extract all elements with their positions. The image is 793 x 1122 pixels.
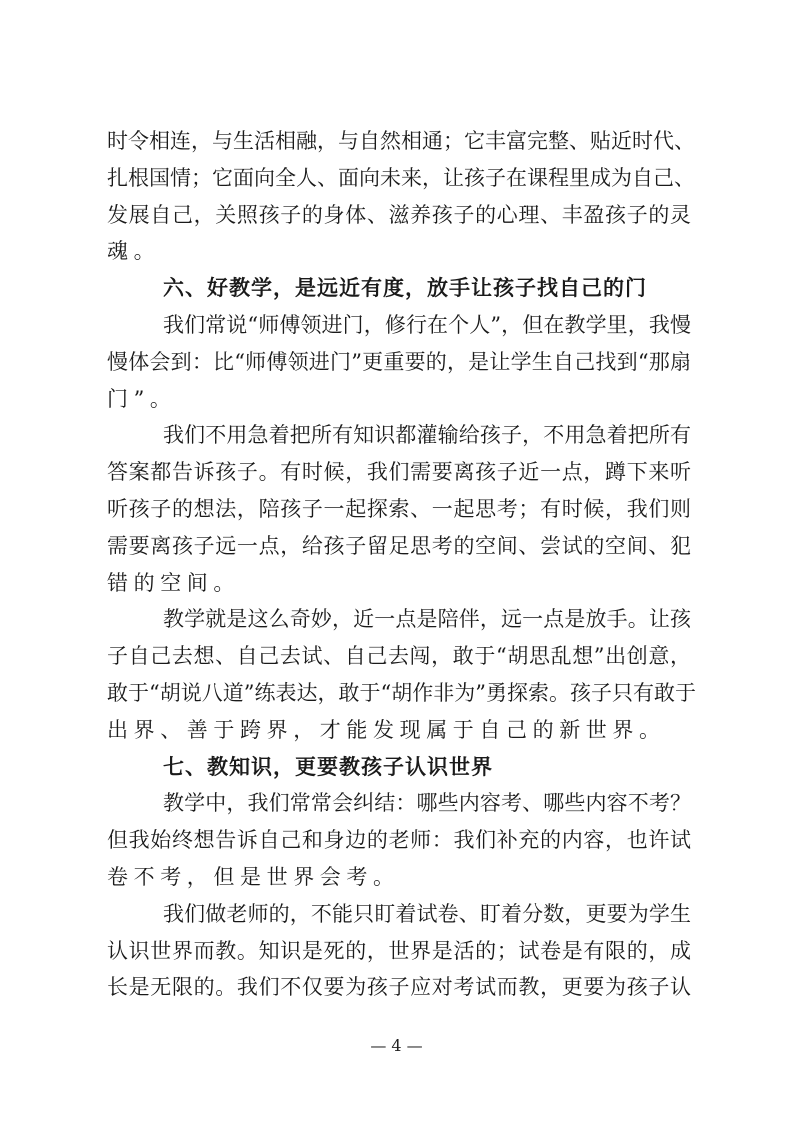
paragraph xyxy=(107,785,691,895)
text-line: 卷不考，但是世界会考。 xyxy=(107,864,400,889)
text-line: 我们常说“师傅领进门，修行在个人”，但在教学里，我慢 xyxy=(163,312,691,337)
text-line: 长是无限的。我们不仅要为孩子应对考试而教，更要为孩子认 xyxy=(107,975,691,1000)
text-line: 认识世界而教。知识是死的，世界是活的；试卷是有限的，成 xyxy=(107,938,691,963)
heading-text: 六、好教学，是远近有度，放手让孩子找自己的门 xyxy=(163,276,647,301)
paragraph xyxy=(107,417,691,601)
paragraph xyxy=(107,896,691,1006)
text-line: 我们做老师的，不能只盯着试卷、盯着分数，更要为学生 xyxy=(163,901,691,926)
paragraph xyxy=(107,307,691,417)
text-line: 教学就是这么奇妙，近一点是陪伴，远一点是放手。让孩 xyxy=(163,607,691,632)
text-line: 听孩子的想法，陪孩子一起探索、一起思考；有时候，我们则 xyxy=(107,496,691,521)
text-line: 门”。 xyxy=(107,386,177,411)
text-line: 子自己去想、自己去试、自己去闯，敢于“胡思乱想”出创意， xyxy=(107,644,691,669)
text-line: 但我始终想告诉自己和身边的老师：我们补充的内容，也许试 xyxy=(107,828,691,853)
heading-text: 七、教知识，更要教孩子认识世界 xyxy=(163,754,493,779)
paragraph xyxy=(107,601,696,748)
text-line: 慢体会到：比“师傅领进门”更重要的，是让学生自己找到“那扇 xyxy=(107,349,691,374)
paragraph xyxy=(107,123,695,270)
page-number: — 4 — xyxy=(370,1036,423,1055)
text-line: 教学中，我们常常会纠结：哪些内容考、哪些内容不考？ xyxy=(163,791,691,816)
text-line: 答案都告诉孩子。有时候，我们需要离孩子近一点，蹲下来听 xyxy=(107,460,691,485)
text-line: 需要离孩子远一点，给孩子留足思考的空间、尝试的空间、犯 xyxy=(107,533,691,558)
section-heading xyxy=(107,749,691,786)
text-line: 发展自己，关照孩子的身体、滋养孩子的心理、丰盈孩子的灵 xyxy=(107,202,691,227)
section-heading xyxy=(107,270,691,307)
text-line: 出界、善于跨界，才能发现属于自己的新世界。 xyxy=(107,717,666,742)
text-line: 扎根国情；它面向全人、面向未来，让孩子在课程里成为自己、 xyxy=(107,165,695,190)
text-line: 我们不用急着把所有知识都灌输给孩子，不用急着把所有 xyxy=(163,423,691,448)
text-line: 错的空间。 xyxy=(107,570,240,595)
document-body xyxy=(107,123,696,1006)
text-line: 敢于“胡说八道”练表达，敢于“胡作非为”勇探索。孩子只有敢于 xyxy=(107,680,696,705)
text-line: 魂。 xyxy=(107,239,161,264)
text-line: 时令相连，与生活相融，与自然相通；它丰富完整、贴近时代、 xyxy=(107,129,695,153)
